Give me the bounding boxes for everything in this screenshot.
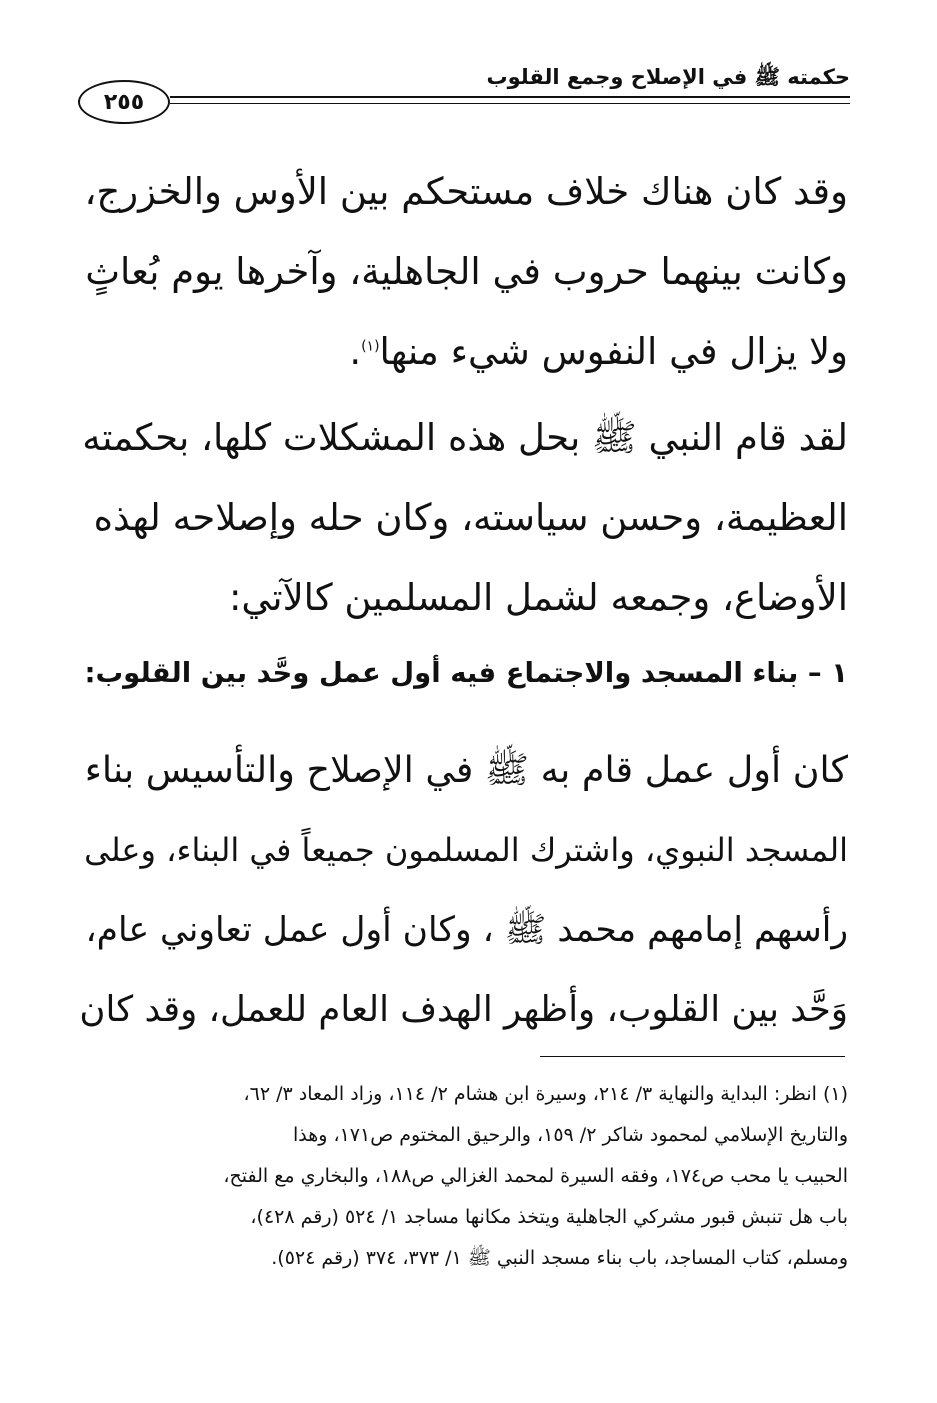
paragraph-2 — [78, 398, 848, 638]
footnote-line: ومسلم، كتاب المساجد، باب بناء مسجد النبي ﷺ ١/ ٣٧٣، ٣٧٤ (رقم ٥٢٤). — [271, 1247, 848, 1269]
sentence-end: . — [349, 330, 362, 373]
text-line: العظيمة، وحسن سياسته، وكان حله وإصلاحه لهذه — [93, 496, 848, 539]
paragraph-3 — [78, 730, 848, 1050]
footnote-line: (١) انظر: البداية والنهاية ٣/ ٢١٤، وسيرة ابن هشام ٢/ ١١٤، وزاد المعاد ٣/ ٦٢، — [243, 1083, 848, 1105]
running-title: حكمته ﷺ في الإصلاح وجمع القلوب — [486, 65, 850, 89]
text-line: المسجد النبوي، واشترك المسلمون جميعاً في البناء، وعلى — [84, 831, 848, 869]
text-line: الأوضاع، وجمعه لشمل المسلمين كالآتي: — [228, 576, 848, 619]
page-number: ٢٥٥ — [78, 80, 170, 124]
text-line: وقد كان هناك خلاف مستحكم بين الأوس والخزرج، — [84, 170, 848, 213]
footnotes — [78, 1074, 848, 1279]
section-heading: ١ – بناء المسجد والاجتماع فيه أول عمل وحَّد بين القلوب: — [84, 657, 848, 689]
header-rule — [170, 96, 850, 98]
page-header — [78, 65, 850, 130]
text-line: وكانت بينهما حروب في الجاهلية، وآخرها يوم بُعاثٍ — [85, 250, 848, 293]
text-line — [78, 312, 848, 392]
text-line: كان أول عمل قام به ﷺ في الإصلاح والتأسيس بناء — [84, 748, 848, 791]
text-line-content: ولا يزال في النفوس شيء منها — [379, 330, 848, 373]
footnote-line: والتاريخ الإسلامي لمحمود شاكر ٢/ ١٥٩، والرحيق المختوم ص١٧١، وهذا — [292, 1124, 848, 1146]
footnote-line: الحبيب يا محب ص١٧٤، وفقه السيرة لمحمد الغزالي ص١٨٨، والبخاري مع الفتح، — [223, 1165, 848, 1187]
footnote-reference: (١) — [361, 338, 380, 355]
footnote-line: باب هل تنبش قبور مشركي الجاهلية ويتخذ مكانها مساجد ١/ ٥٢٤ (رقم ٤٢٨)، — [250, 1206, 848, 1228]
text-line: لقد قام النبي ﷺ بحل هذه المشكلات كلها، بحكمته — [82, 416, 848, 459]
text-line: رأسهم إمامهم محمد ﷺ ، وكان أول عمل تعاوني عام، — [85, 910, 848, 950]
footnote-separator — [540, 1056, 845, 1057]
header-rule-thin — [170, 103, 850, 104]
paragraph-1 — [78, 152, 848, 392]
text-line: وَحَّد بين القلوب، وأظهر الهدف العام للعمل، وقد كان — [79, 989, 848, 1030]
